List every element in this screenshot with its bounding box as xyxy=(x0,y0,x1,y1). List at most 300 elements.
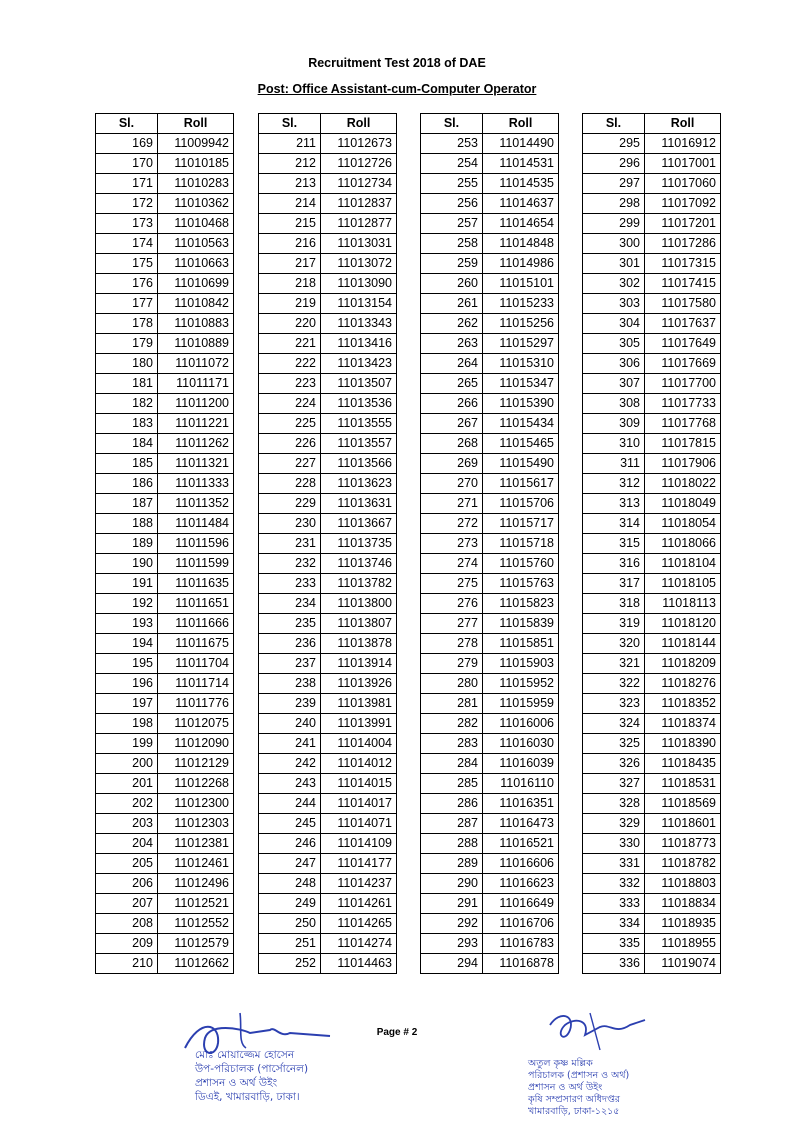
serial-cell: 281 xyxy=(421,694,483,714)
serial-cell: 214 xyxy=(259,194,321,214)
table-row xyxy=(259,434,397,454)
roll-cell: 11012461 xyxy=(158,854,234,874)
table-row xyxy=(421,754,559,774)
serial-cell: 289 xyxy=(421,854,483,874)
serial-cell: 291 xyxy=(421,894,483,914)
serial-cell: 329 xyxy=(583,814,645,834)
roll-cell: 11015952 xyxy=(483,674,559,694)
table-row xyxy=(259,134,397,154)
serial-cell: 250 xyxy=(259,914,321,934)
roll-cell: 11013878 xyxy=(321,634,397,654)
table-row xyxy=(96,634,234,654)
serial-cell: 181 xyxy=(96,374,158,394)
roll-cell: 11015256 xyxy=(483,314,559,334)
header-sl: Sl. xyxy=(259,114,321,134)
table-row xyxy=(96,294,234,314)
serial-cell: 231 xyxy=(259,534,321,554)
table-row xyxy=(96,874,234,894)
roll-cell: 11012268 xyxy=(158,774,234,794)
serial-cell: 204 xyxy=(96,834,158,854)
roll-cell: 11013914 xyxy=(321,654,397,674)
roll-cell: 11013423 xyxy=(321,354,397,374)
serial-cell: 273 xyxy=(421,534,483,554)
table-row xyxy=(421,354,559,374)
serial-cell: 202 xyxy=(96,794,158,814)
table-row xyxy=(259,574,397,594)
serial-cell: 178 xyxy=(96,314,158,334)
serial-cell: 336 xyxy=(583,954,645,974)
serial-cell: 285 xyxy=(421,774,483,794)
serial-cell: 209 xyxy=(96,934,158,954)
roll-cell: 11015839 xyxy=(483,614,559,634)
serial-cell: 190 xyxy=(96,554,158,574)
table-row xyxy=(259,834,397,854)
table-row xyxy=(259,634,397,654)
serial-cell: 274 xyxy=(421,554,483,574)
serial-cell: 173 xyxy=(96,214,158,234)
roll-cell: 11018049 xyxy=(645,494,721,514)
roll-cell: 11013991 xyxy=(321,714,397,734)
table-row xyxy=(421,954,559,974)
serial-cell: 310 xyxy=(583,434,645,454)
table-row xyxy=(421,634,559,654)
serial-cell: 300 xyxy=(583,234,645,254)
table-row xyxy=(259,494,397,514)
roll-cell: 11014237 xyxy=(321,874,397,894)
roll-cell: 11015959 xyxy=(483,694,559,714)
table-row xyxy=(96,714,234,734)
serial-cell: 247 xyxy=(259,854,321,874)
roll-cell: 11018352 xyxy=(645,694,721,714)
serial-cell: 237 xyxy=(259,654,321,674)
serial-cell: 210 xyxy=(96,954,158,974)
roll-cell: 11011666 xyxy=(158,614,234,634)
serial-cell: 270 xyxy=(421,474,483,494)
serial-cell: 240 xyxy=(259,714,321,734)
roll-cell: 11015851 xyxy=(483,634,559,654)
table-row xyxy=(421,774,559,794)
roll-cell: 11015717 xyxy=(483,514,559,534)
left-stamp-line: প্রশাসন ও অর্থ উইং xyxy=(195,1077,278,1089)
table-row xyxy=(421,314,559,334)
table-row xyxy=(583,494,721,514)
table-row xyxy=(96,274,234,294)
serial-cell: 302 xyxy=(583,274,645,294)
table-row xyxy=(96,794,234,814)
serial-cell: 221 xyxy=(259,334,321,354)
table-row xyxy=(96,894,234,914)
roll-cell: 11012877 xyxy=(321,214,397,234)
table-row xyxy=(259,934,397,954)
serial-cell: 242 xyxy=(259,754,321,774)
roll-cell: 11012521 xyxy=(158,894,234,914)
table-row xyxy=(421,614,559,634)
serial-cell: 253 xyxy=(421,134,483,154)
serial-cell: 278 xyxy=(421,634,483,654)
serial-cell: 226 xyxy=(259,434,321,454)
page-number: Page # 2 xyxy=(376,1027,418,1038)
table-row xyxy=(421,394,559,414)
table-row xyxy=(421,154,559,174)
serial-cell: 319 xyxy=(583,614,645,634)
roll-cell: 11017669 xyxy=(645,354,721,374)
roll-cell: 11013090 xyxy=(321,274,397,294)
roll-cell: 11015434 xyxy=(483,414,559,434)
table-row xyxy=(96,534,234,554)
table-row xyxy=(259,294,397,314)
table-row xyxy=(259,654,397,674)
serial-cell: 272 xyxy=(421,514,483,534)
serial-cell: 251 xyxy=(259,934,321,954)
roll-cell: 11014535 xyxy=(483,174,559,194)
table-row xyxy=(421,254,559,274)
roll-cell: 11013735 xyxy=(321,534,397,554)
table-row xyxy=(421,374,559,394)
serial-cell: 172 xyxy=(96,194,158,214)
serial-cell: 299 xyxy=(583,214,645,234)
table-row xyxy=(583,354,721,374)
left-stamp-line: ডিএই, খামারবাড়ি, ঢাকা। xyxy=(195,1091,300,1103)
serial-cell: 193 xyxy=(96,614,158,634)
roll-cell: 11012734 xyxy=(321,174,397,194)
table-row xyxy=(259,534,397,554)
serial-cell: 266 xyxy=(421,394,483,414)
roll-cell: 11015465 xyxy=(483,434,559,454)
roll-cell: 11011651 xyxy=(158,594,234,614)
serial-cell: 255 xyxy=(421,174,483,194)
serial-cell: 313 xyxy=(583,494,645,514)
table-row xyxy=(96,654,234,674)
roll-cell: 11011262 xyxy=(158,434,234,454)
table-row xyxy=(259,794,397,814)
table-row xyxy=(421,274,559,294)
roll-cell: 11016006 xyxy=(483,714,559,734)
serial-cell: 232 xyxy=(259,554,321,574)
serial-cell: 271 xyxy=(421,494,483,514)
serial-cell: 318 xyxy=(583,594,645,614)
roll-cell: 11013926 xyxy=(321,674,397,694)
serial-cell: 335 xyxy=(583,934,645,954)
table-row xyxy=(96,774,234,794)
roll-cell: 11012662 xyxy=(158,954,234,974)
left-stamp-line: উপ-পরিচালক (পার্সোনেল) xyxy=(195,1063,309,1075)
roll-cell: 11015760 xyxy=(483,554,559,574)
roll-cell: 11014015 xyxy=(321,774,397,794)
serial-cell: 323 xyxy=(583,694,645,714)
roll-cell: 11015233 xyxy=(483,294,559,314)
roll-cell: 11017415 xyxy=(645,274,721,294)
roll-cell: 11011776 xyxy=(158,694,234,714)
serial-cell: 257 xyxy=(421,214,483,234)
roll-cell: 11013031 xyxy=(321,234,397,254)
roll-cell: 11010889 xyxy=(158,334,234,354)
right-stamp-line: কৃষি সম্প্রসারণ অধিদপ্তর xyxy=(528,1094,620,1105)
roll-cell: 11016623 xyxy=(483,874,559,894)
table-row xyxy=(421,674,559,694)
serial-cell: 307 xyxy=(583,374,645,394)
roll-cell: 11010362 xyxy=(158,194,234,214)
roll-cell: 11013416 xyxy=(321,334,397,354)
roll-cell: 11017001 xyxy=(645,154,721,174)
serial-cell: 276 xyxy=(421,594,483,614)
table-row xyxy=(259,874,397,894)
serial-cell: 284 xyxy=(421,754,483,774)
roll-cell: 11013981 xyxy=(321,694,397,714)
roll-cell: 11012300 xyxy=(158,794,234,814)
roll-cell: 11012552 xyxy=(158,914,234,934)
roll-cell: 11010699 xyxy=(158,274,234,294)
right-stamp-line: খামারবাড়ি, ঢাকা-১২১৫ xyxy=(528,1106,620,1117)
table-row xyxy=(259,914,397,934)
roll-cell: 11018120 xyxy=(645,614,721,634)
roll-cell: 11016473 xyxy=(483,814,559,834)
serial-cell: 303 xyxy=(583,294,645,314)
table-row xyxy=(421,894,559,914)
serial-cell: 279 xyxy=(421,654,483,674)
right-stamp-line: প্রশাসন ও অর্থ উইং xyxy=(528,1082,603,1093)
serial-cell: 322 xyxy=(583,674,645,694)
serial-cell: 265 xyxy=(421,374,483,394)
table-row xyxy=(259,374,397,394)
serial-cell: 205 xyxy=(96,854,158,874)
table-row xyxy=(259,414,397,434)
serial-cell: 264 xyxy=(421,354,483,374)
serial-cell: 206 xyxy=(96,874,158,894)
table-row xyxy=(583,434,721,454)
roll-cell: 11018054 xyxy=(645,514,721,534)
roll-cell: 11014017 xyxy=(321,794,397,814)
serial-cell: 311 xyxy=(583,454,645,474)
serial-cell: 261 xyxy=(421,294,483,314)
roll-cell: 11014177 xyxy=(321,854,397,874)
serial-cell: 287 xyxy=(421,814,483,834)
serial-cell: 243 xyxy=(259,774,321,794)
table-row xyxy=(421,814,559,834)
roll-cell: 11017700 xyxy=(645,374,721,394)
table-row xyxy=(259,194,397,214)
roll-cell: 11014637 xyxy=(483,194,559,214)
serial-cell: 312 xyxy=(583,474,645,494)
serial-cell: 177 xyxy=(96,294,158,314)
serial-cell: 203 xyxy=(96,814,158,834)
serial-cell: 332 xyxy=(583,874,645,894)
serial-cell: 277 xyxy=(421,614,483,634)
serial-cell: 199 xyxy=(96,734,158,754)
serial-cell: 259 xyxy=(421,254,483,274)
table-row xyxy=(259,474,397,494)
roll-cell: 11013536 xyxy=(321,394,397,414)
table-row xyxy=(583,334,721,354)
roll-cell: 11014654 xyxy=(483,214,559,234)
serial-cell: 220 xyxy=(259,314,321,334)
serial-cell: 301 xyxy=(583,254,645,274)
table-row xyxy=(96,394,234,414)
roll-cell: 11014848 xyxy=(483,234,559,254)
serial-cell: 292 xyxy=(421,914,483,934)
serial-cell: 317 xyxy=(583,574,645,594)
table-row xyxy=(259,274,397,294)
roll-cell: 11015763 xyxy=(483,574,559,594)
roll-cell: 11012579 xyxy=(158,934,234,954)
serial-cell: 174 xyxy=(96,234,158,254)
table-row xyxy=(96,254,234,274)
serial-cell: 304 xyxy=(583,314,645,334)
serial-cell: 194 xyxy=(96,634,158,654)
roll-cell: 11018569 xyxy=(645,794,721,814)
table-row xyxy=(421,794,559,814)
roll-cell: 11010842 xyxy=(158,294,234,314)
roll-cell: 11013555 xyxy=(321,414,397,434)
roll-cell: 11018066 xyxy=(645,534,721,554)
roll-cell: 11013072 xyxy=(321,254,397,274)
serial-cell: 187 xyxy=(96,494,158,514)
serial-cell: 186 xyxy=(96,474,158,494)
table-row xyxy=(96,434,234,454)
roll-cell: 11016521 xyxy=(483,834,559,854)
roll-cell: 11015706 xyxy=(483,494,559,514)
roll-cell: 11013154 xyxy=(321,294,397,314)
serial-cell: 197 xyxy=(96,694,158,714)
table-row xyxy=(259,814,397,834)
table-row xyxy=(421,594,559,614)
serial-cell: 169 xyxy=(96,134,158,154)
roll-cell: 11015490 xyxy=(483,454,559,474)
roll-cell: 11017906 xyxy=(645,454,721,474)
serial-cell: 320 xyxy=(583,634,645,654)
roll-cell: 11012381 xyxy=(158,834,234,854)
table-row xyxy=(421,734,559,754)
roll-cell: 11018113 xyxy=(645,594,721,614)
serial-cell: 258 xyxy=(421,234,483,254)
table-row xyxy=(96,334,234,354)
table-row xyxy=(421,934,559,954)
serial-cell: 262 xyxy=(421,314,483,334)
table-row xyxy=(583,834,721,854)
roll-cell: 11010883 xyxy=(158,314,234,334)
roll-cell: 11018531 xyxy=(645,774,721,794)
roll-cell: 11013566 xyxy=(321,454,397,474)
serial-cell: 233 xyxy=(259,574,321,594)
roll-cell: 11013667 xyxy=(321,514,397,534)
table-row xyxy=(96,414,234,434)
table-row xyxy=(583,294,721,314)
table-row xyxy=(96,754,234,774)
serial-cell: 327 xyxy=(583,774,645,794)
roll-cell: 11018955 xyxy=(645,934,721,954)
table-row xyxy=(96,814,234,834)
roll-cell: 11011352 xyxy=(158,494,234,514)
table-row xyxy=(421,174,559,194)
roll-cell: 11013557 xyxy=(321,434,397,454)
right-stamp xyxy=(528,1058,629,1118)
roll-cell: 11013807 xyxy=(321,614,397,634)
table-row xyxy=(96,374,234,394)
roll-cell: 11016039 xyxy=(483,754,559,774)
table-row xyxy=(583,634,721,654)
table-row xyxy=(583,614,721,634)
roll-cell: 11016706 xyxy=(483,914,559,934)
table-row xyxy=(583,134,721,154)
roll-cell: 11012726 xyxy=(321,154,397,174)
roll-cell: 11012129 xyxy=(158,754,234,774)
roll-table-4 xyxy=(582,113,721,974)
table-row xyxy=(583,194,721,214)
table-row xyxy=(96,934,234,954)
table-row xyxy=(421,534,559,554)
table-row xyxy=(421,574,559,594)
right-stamp-line: অতুল কৃষ্ণ মল্লিক xyxy=(528,1058,593,1069)
table-row xyxy=(421,874,559,894)
roll-cell: 11014265 xyxy=(321,914,397,934)
table-row xyxy=(96,514,234,534)
table-row xyxy=(583,654,721,674)
table-row xyxy=(421,714,559,734)
roll-cell: 11015823 xyxy=(483,594,559,614)
header-sl: Sl. xyxy=(421,114,483,134)
table-row xyxy=(421,454,559,474)
table-row xyxy=(96,314,234,334)
table-row xyxy=(96,494,234,514)
serial-cell: 228 xyxy=(259,474,321,494)
table-row xyxy=(421,194,559,214)
table-row xyxy=(583,874,721,894)
table-row xyxy=(421,654,559,674)
table-row xyxy=(421,914,559,934)
serial-cell: 244 xyxy=(259,794,321,814)
roll-cell: 11016110 xyxy=(483,774,559,794)
serial-cell: 216 xyxy=(259,234,321,254)
table-row xyxy=(583,374,721,394)
serial-cell: 234 xyxy=(259,594,321,614)
table-row xyxy=(96,134,234,154)
roll-cell: 11014986 xyxy=(483,254,559,274)
table-row xyxy=(583,674,721,694)
roll-cell: 11016649 xyxy=(483,894,559,914)
serial-cell: 268 xyxy=(421,434,483,454)
table-row xyxy=(583,454,721,474)
roll-cell: 11016783 xyxy=(483,934,559,954)
serial-cell: 275 xyxy=(421,574,483,594)
table-row xyxy=(421,694,559,714)
serial-cell: 295 xyxy=(583,134,645,154)
roll-cell: 11011675 xyxy=(158,634,234,654)
roll-cell: 11010283 xyxy=(158,174,234,194)
roll-cell: 11018935 xyxy=(645,914,721,934)
roll-cell: 11017201 xyxy=(645,214,721,234)
table-row xyxy=(421,494,559,514)
table-row xyxy=(421,334,559,354)
serial-cell: 290 xyxy=(421,874,483,894)
table-row xyxy=(421,434,559,454)
roll-cell: 11017733 xyxy=(645,394,721,414)
table-row xyxy=(96,594,234,614)
serial-cell: 179 xyxy=(96,334,158,354)
serial-cell: 246 xyxy=(259,834,321,854)
roll-cell: 11012090 xyxy=(158,734,234,754)
roll-cell: 11013746 xyxy=(321,554,397,574)
table-row xyxy=(96,954,234,974)
serial-cell: 170 xyxy=(96,154,158,174)
serial-cell: 189 xyxy=(96,534,158,554)
serial-cell: 254 xyxy=(421,154,483,174)
roll-cell: 11019074 xyxy=(645,954,721,974)
serial-cell: 297 xyxy=(583,174,645,194)
roll-cell: 11009942 xyxy=(158,134,234,154)
roll-cell: 11013800 xyxy=(321,594,397,614)
serial-cell: 260 xyxy=(421,274,483,294)
roll-cell: 11013623 xyxy=(321,474,397,494)
serial-cell: 296 xyxy=(583,154,645,174)
